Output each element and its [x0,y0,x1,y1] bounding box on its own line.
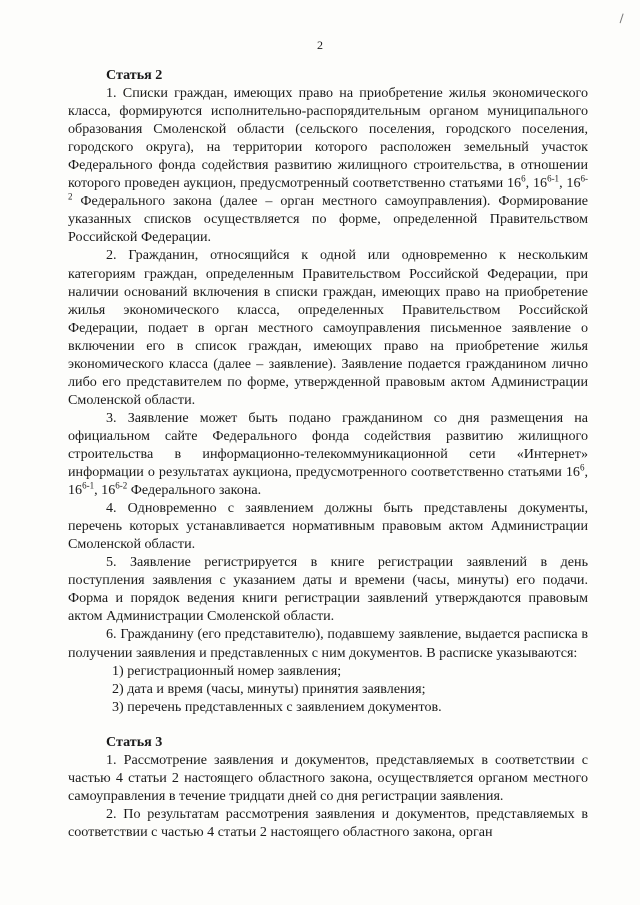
superscript: 6 [579,462,585,473]
article-2-paragraph-2: 2. Гражданин, относящийся к одной или одновременно к нескольким категориям граждан, определенным Правительством Российской Федерации, при наличии оснований включения в списки граждан, имеющих право на приобретение жилья экономического класса, определенных Правительством Российской Федерации, подает в орган местного самоуправления письменное заявление о включении его в список граждан, имеющих право на приобретение жилья экономического класса (далее – заявление). Заявление подается гражданином лично либо его представителем по форме, утвержденной правовым актом Администрации Смоленской области. [68,247,588,408]
article-3-paragraph-2: 2. По результатам рассмотрения заявления и документов, представляемых в соответствии с частью 4 статьи 2 настоящего областного закона, орган [68,805,588,840]
text-run: Федерального закона. [127,482,262,499]
page-number: 2 [317,38,323,52]
article-2-heading: Статья 2 [106,67,163,83]
text-run: , 16 [525,175,548,192]
list-item: 1) регистрационный номер заявления; [112,662,342,679]
list-item: 2) дата и время (часы, минуты) принятия заявления; [112,680,426,697]
text-run: 1. Списки граждан, имеющих право на приобретение жилья экономического класса, формируются исполнительно-распорядительным органом муниципального образования Смоленской области (сельского поселения, городского поселения, городского округа), на территории которого расположен земельный участок Федерального фонда содействия развитию жилищного строительства, в отношении которого проведен аукцион, предусмотренный соответственно статьями 16 [68,85,588,192]
text-run: 3. Заявление может быть подано гражданином со дня размещения на официальном сайте Федерального фонда содействия развитию жилищного строительства в информационно-телекоммуникационной сети «Интернет» информации о результатах аукциона, предусмотренного соответственно статьями 16 [68,409,588,481]
superscript: 6-2 [68,173,589,202]
section-gap [68,716,588,733]
article-2-paragraph-1 [68,84,588,246]
text-run: , 16 [559,175,581,192]
article-2-paragraph-3 [68,409,588,499]
superscript: 6 [521,173,526,184]
article-2-paragraph-5: 5. Заявление регистрируется в книге регистрации заявлений в день поступления заявления с указанием даты и времени (часы, минуты) его подачи. Форма и порядок ведения книги регистрации заявлений утверждаются правовым актом Администрации Смоленской области. [68,554,588,625]
document-body [68,66,588,841]
scan-mark [620,13,628,24]
article-3-heading: Статья 3 [106,733,163,750]
text-run: , 16 [68,464,588,499]
superscript: 6-1 [82,480,95,491]
superscript: 6-2 [115,480,128,491]
article-3-paragraph-1: 1. Рассмотрение заявления и документов, представляемых в соответствии с частью 4 статьи 2 настоящего областного закона, осуществляется органом местного самоуправления в течение тридцати дней со дня регистрации заявления. [68,751,588,804]
superscript: 6-1 [547,173,560,184]
article-2-paragraph-4: 4. Одновременно с заявлением должны быть представлены документы, перечень которых устанавливается нормативным правовым актом Администрации Смоленской области. [68,500,588,553]
article-2-paragraph-6: 6. Гражданину (его представителю), подавшему заявление, выдается расписка в получении заявления и представленных с ним документов. В расписке указываются: [68,626,588,661]
list-item: 3) перечень представленных с заявлением документов. [112,698,442,715]
text-run: , 16 [94,482,116,499]
text-run: Федерального закона (далее – орган местного самоуправления). Формирование указанных списков осуществляется по форме, определенной Правительством Российской Федерации. [68,193,588,246]
